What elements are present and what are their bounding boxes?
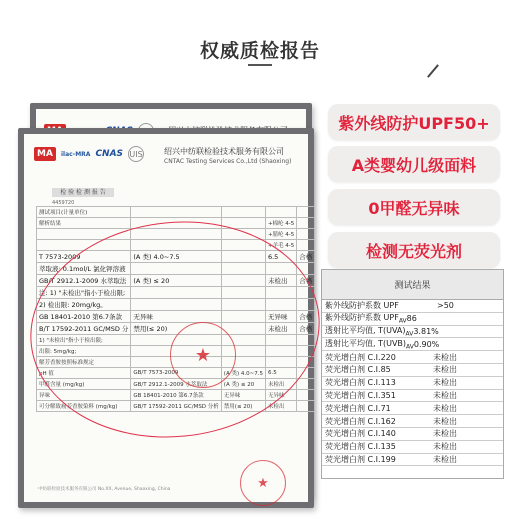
result-row	[322, 390, 503, 403]
table-row	[37, 251, 315, 263]
table-cell	[265, 357, 296, 368]
table-cell	[265, 299, 296, 311]
table-cell	[221, 251, 265, 263]
result-label	[325, 338, 414, 351]
table-row	[37, 240, 315, 251]
table-cell	[265, 335, 296, 346]
table-row	[37, 390, 315, 401]
table-row	[37, 323, 315, 335]
table-row	[37, 263, 315, 275]
result-value: 未检出	[433, 442, 457, 452]
result-label-text: 透射比平均值, T(UVA)	[325, 326, 406, 336]
table-cell: 测试项目(计量单位)	[37, 207, 131, 218]
table-cell	[297, 346, 315, 357]
table-cell	[297, 390, 315, 401]
table-cell	[297, 287, 315, 299]
table-cell	[221, 263, 265, 275]
result-label	[325, 312, 407, 325]
table-cell: (A 类) 4.0~7.5	[131, 251, 221, 263]
report-table	[36, 206, 315, 412]
result-label-text: 荧光增白剂 C.I.113	[325, 378, 396, 388]
table-cell: 可分解致癌芳香胺染料 (mg/kg)	[37, 401, 131, 412]
result-row	[322, 364, 503, 377]
table-cell: 异味	[37, 390, 131, 401]
result-row	[322, 402, 503, 415]
badge-fluorescent: 检测无荧光剂	[328, 232, 500, 268]
result-label	[325, 441, 433, 452]
table-cell	[221, 218, 265, 229]
result-label	[325, 454, 433, 465]
result-label	[325, 390, 433, 401]
uis-logo: UIS	[128, 146, 144, 162]
table-cell: 未检出	[265, 275, 296, 287]
table-cell: 合格	[297, 251, 315, 263]
badge-upf: 紫外线防护UPF50+	[328, 104, 500, 140]
table-cell	[221, 207, 265, 218]
result-row	[322, 454, 503, 467]
page-title: 权威质检报告	[199, 40, 320, 62]
table-cell: 禁用(≤ 20)	[131, 323, 221, 335]
table-cell: 2) 检出限: 20mg/kg。	[37, 299, 131, 311]
table-cell: 禁用(≤ 20)	[221, 401, 265, 412]
table-row	[37, 218, 315, 229]
result-row	[322, 351, 503, 364]
table-cell: 合格	[297, 323, 315, 335]
result-row	[322, 300, 503, 313]
table-cell: 解析结果	[37, 218, 131, 229]
front-report-sheet	[24, 134, 313, 502]
result-value: 未检出	[433, 390, 457, 400]
table-cell	[221, 311, 265, 323]
result-subscript: AV	[405, 330, 414, 338]
cnas-logo: CNAS	[95, 149, 124, 159]
table-cell	[297, 335, 315, 346]
table-cell: GB/T 2912.1-2009 水萃取法	[131, 379, 221, 390]
result-value: >50	[437, 301, 454, 311]
table-cell	[221, 240, 265, 251]
table-cell	[297, 357, 315, 368]
table-cell	[131, 207, 221, 218]
table-cell: T 7573-2009	[37, 251, 131, 263]
result-label-text: 荧光增白剂 C.I.135	[325, 442, 396, 452]
result-value: 3.81%	[413, 326, 439, 336]
table-cell: GB/T 7573-2009	[131, 368, 221, 379]
table-cell	[131, 263, 221, 275]
result-row	[322, 441, 503, 454]
table-cell	[265, 346, 296, 357]
table-cell: 萃取液: 0.1mol/L 氯化钾溶液	[37, 263, 131, 275]
table-row	[37, 401, 315, 412]
result-value: 未检出	[433, 429, 457, 439]
table-cell: 无异味	[131, 311, 221, 323]
results-heading: 测试结果	[322, 270, 503, 300]
table-cell: 合格	[297, 275, 315, 287]
result-label-text: 荧光增白剂 C.I.199	[325, 454, 396, 464]
result-label-text: 荧光增白剂 C.I.220	[325, 352, 396, 362]
table-cell: (A 类) 4.0~7.5	[221, 368, 265, 379]
result-label-text: 荧光增白剂 C.I.71	[325, 403, 391, 413]
badge-class-a: A类婴幼儿级面料	[328, 146, 500, 182]
result-value: 86	[406, 314, 417, 324]
table-cell	[297, 240, 315, 251]
table-cell	[221, 287, 265, 299]
table-cell	[265, 287, 296, 299]
title-underline	[248, 64, 272, 66]
result-subscript: AV	[398, 318, 407, 325]
table-cell: 无异味	[265, 311, 296, 323]
table-cell: +棉纶 4-5	[265, 218, 296, 229]
table-cell: 出限: 5mg/kg;	[37, 346, 131, 357]
table-cell: +腈纶 4-5	[265, 229, 296, 240]
result-label-text: 荧光增白剂 C.I.162	[325, 416, 396, 426]
table-row	[37, 229, 315, 240]
official-stamp: ★	[170, 322, 236, 388]
table-cell	[297, 263, 315, 275]
result-label-text: 荧光增白剂 C.I.85	[325, 365, 391, 375]
result-label	[325, 325, 413, 338]
table-cell	[297, 368, 315, 379]
table-cell: GB/T 17592-2011 GC/MSD 分析	[131, 401, 221, 412]
table-cell: 无异味	[221, 390, 265, 401]
table-row	[37, 311, 315, 323]
table-cell	[131, 287, 221, 299]
front-report-frame	[18, 128, 314, 508]
badge-formaldehyde: 0甲醛无异味	[328, 189, 500, 225]
table-cell	[131, 240, 221, 251]
table-cell: 甲醛含量 (mg/kg)	[37, 379, 131, 390]
result-label-text: 紫外线防护系数 UPF	[325, 301, 399, 311]
table-cell	[297, 229, 315, 240]
decorative-slash	[427, 64, 439, 78]
ilac-logo: ilac-MRA	[61, 150, 91, 158]
table-cell	[265, 207, 296, 218]
table-cell	[297, 401, 315, 412]
table-cell: (A 类) ≤ 20	[221, 379, 265, 390]
table-cell	[297, 218, 315, 229]
result-label	[325, 416, 433, 427]
table-cell	[131, 299, 221, 311]
table-row	[37, 299, 315, 311]
table-cell	[37, 229, 131, 240]
table-cell: 注: 1) "未检出"指小于检出限;	[37, 287, 131, 299]
table-cell	[297, 379, 315, 390]
result-value: 未检出	[433, 352, 457, 362]
result-value: 未检出	[433, 365, 457, 375]
result-label	[325, 352, 433, 363]
result-label	[325, 428, 433, 439]
result-value: 未检出	[433, 378, 457, 388]
table-cell	[297, 207, 315, 218]
table-cell: 未检出	[265, 379, 296, 390]
result-label-text: 荧光增白剂 C.I.351	[325, 390, 396, 400]
result-value: 0.90%	[413, 339, 440, 349]
table-row	[37, 287, 315, 299]
results-list	[322, 300, 503, 466]
table-cell: 解芳香胺按照标准规定	[37, 357, 131, 368]
table-cell: 合格	[297, 311, 315, 323]
table-cell: (A 类) ≤ 20	[131, 275, 221, 287]
table-cell	[221, 275, 265, 287]
company-name-en: CNTAC Testing Services Co.,Ltd (Shaoxing)	[164, 158, 292, 165]
official-stamp-secondary: ★	[240, 460, 286, 506]
table-cell	[131, 229, 221, 240]
result-value: 未检出	[433, 454, 457, 464]
table-cell: 未检出	[265, 323, 296, 335]
table-cell	[297, 299, 315, 311]
result-row	[322, 326, 503, 339]
table-cell	[265, 263, 296, 275]
table-row	[37, 379, 315, 390]
table-cell: 6.5	[265, 251, 296, 263]
result-row	[322, 428, 503, 441]
table-cell	[221, 229, 265, 240]
result-value: 未检出	[433, 416, 457, 426]
report-number: 4459720	[52, 200, 75, 206]
table-cell: 1) "未检出"指小于检出限;	[37, 335, 131, 346]
report-name: 检 验 检 测 报 告	[52, 188, 114, 197]
table-cell: GB 18401-2010 第6.7条款	[37, 311, 131, 323]
ma-logo: MA	[34, 147, 56, 161]
result-row	[322, 338, 503, 351]
result-row	[322, 313, 503, 326]
table-cell: 无异味	[265, 390, 296, 401]
table-row	[37, 275, 315, 287]
table-row	[37, 207, 315, 218]
table-cell: GB 18401-2010 第6.7条款	[131, 390, 221, 401]
result-row	[322, 377, 503, 390]
table-cell: +羊毛 4-5	[265, 240, 296, 251]
result-row	[322, 415, 503, 428]
table-cell: 6.5	[265, 368, 296, 379]
table-cell: GB/T 2912.1-2009 水萃取法	[37, 275, 131, 287]
test-results-panel	[321, 269, 504, 479]
report-footer: 中纺联检验技术服务有限公司 No.XX, Avenue, Shaoxing, China	[38, 487, 171, 492]
result-label	[325, 403, 433, 414]
table-cell	[221, 299, 265, 311]
table-cell: pH 值	[37, 368, 131, 379]
result-label	[325, 300, 437, 311]
table-cell: 未检出	[265, 401, 296, 412]
company-name-cn: 绍兴中纺联检验技术服务有限公司	[164, 147, 284, 156]
result-subscript: AV	[406, 343, 414, 351]
result-label	[325, 364, 433, 375]
table-cell	[131, 218, 221, 229]
table-cell	[37, 240, 131, 251]
result-value: 未检出	[433, 403, 457, 413]
result-label-text: 透射比平均值, T(UVB)	[325, 339, 407, 348]
result-label-text: 荧光增白剂 C.I.140	[325, 429, 396, 439]
result-label	[325, 377, 433, 388]
table-cell: B/T 17592-2011 GC/MSD 分	[37, 323, 131, 335]
front-logo-row	[34, 146, 144, 162]
result-label-text: 紫外线防护系数 UPF	[325, 313, 399, 323]
